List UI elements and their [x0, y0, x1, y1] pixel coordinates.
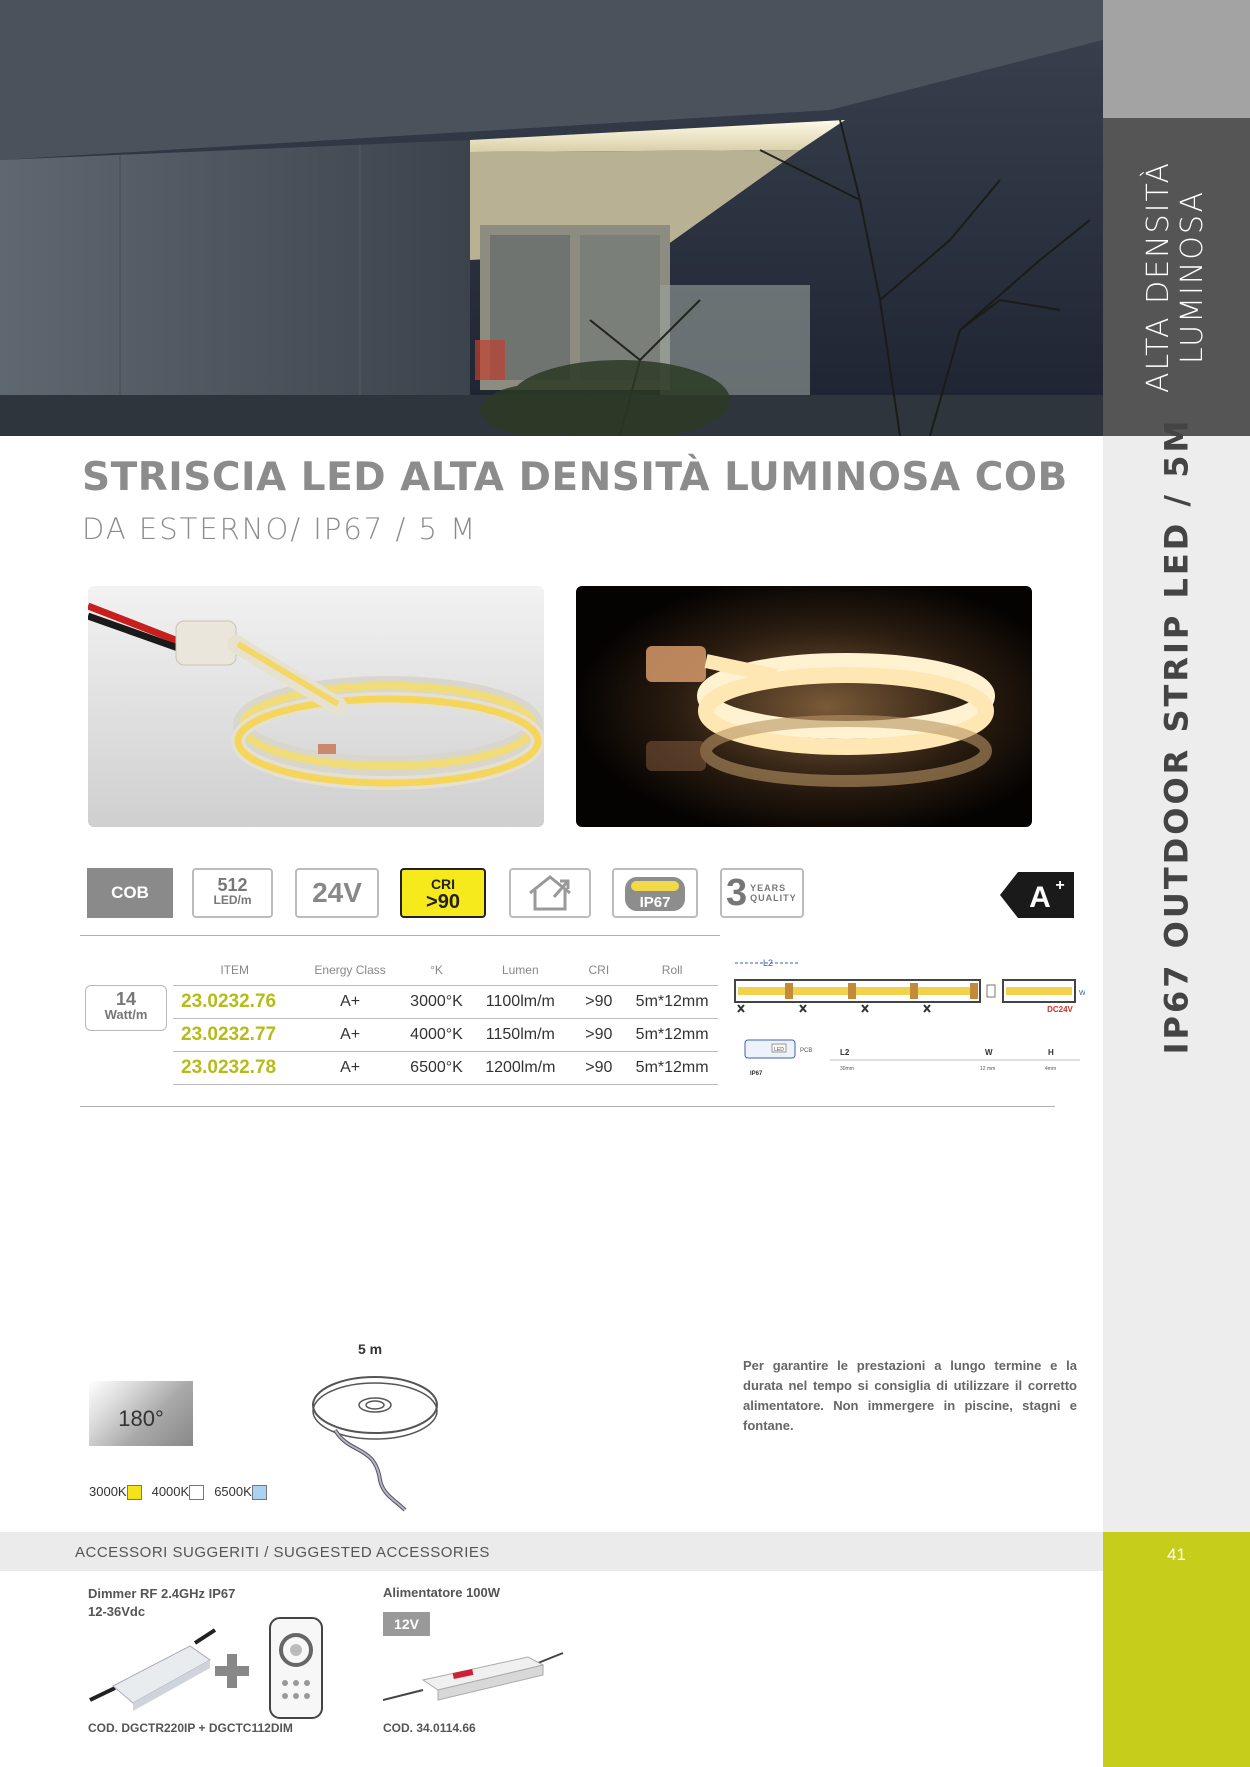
diagram-w-label: W: [1079, 990, 1085, 997]
badge-divider: [80, 935, 720, 936]
led-unit: LED/m: [213, 893, 252, 907]
kelvin: 6500°K: [404, 1052, 469, 1085]
accessory-psu-code: COD. 34.0114.66: [383, 1721, 476, 1735]
temp-4000: [152, 1484, 209, 1500]
temp-6500: [214, 1484, 271, 1500]
swatch-3000: [127, 1485, 142, 1500]
item-code: 23.0232.77: [173, 1019, 296, 1052]
accessory-psu-voltage-badge: 12V: [383, 1612, 430, 1636]
page-subtitle: DA ESTERNO/ IP67 / 5 M: [82, 512, 478, 546]
table-row: [173, 1019, 718, 1052]
cri-value: >90: [426, 891, 460, 913]
led-density-badge: [192, 868, 273, 918]
accessory-dimmer-line1: Dimmer RF 2.4GHz IP67: [88, 1586, 236, 1601]
accessory-dimmer-code: COD. DGCTR220IP + DGCTC112DIM: [88, 1721, 293, 1735]
sidebar-category-line1: ALTA DENSITÀ: [1141, 160, 1177, 394]
accessories-title: ACCESSORI SUGGERITI / SUGGESTED ACCESSORIES: [75, 1544, 490, 1561]
table-row: [173, 1052, 718, 1085]
item-code: 23.0232.78: [173, 1052, 296, 1085]
diagram-ip: IP67: [750, 1071, 763, 1077]
dims-header-h: H: [1048, 1048, 1054, 1057]
diagram-l2-label: L2: [762, 958, 774, 968]
color-temperatures: [89, 1484, 271, 1500]
accessory-psu-image: [383, 1645, 568, 1720]
cri: >90: [571, 1052, 626, 1085]
accessory-psu-name: Alimentatore 100W: [383, 1585, 501, 1600]
accessory-dimmer-line2: 12-36Vdc: [88, 1604, 146, 1619]
diagram-voltage: DC24V: [1047, 1005, 1073, 1014]
cob-badge: COB: [87, 868, 173, 918]
wattage-box: [85, 985, 167, 1031]
kelvin: 4000°K: [404, 1019, 469, 1052]
spec-divider: [80, 1106, 1055, 1107]
sidebar-category: [1103, 118, 1250, 436]
cri: >90: [571, 1019, 626, 1052]
kelvin: 3000°K: [404, 986, 469, 1019]
table-row: [173, 986, 718, 1019]
roll: 5m*12mm: [626, 1052, 718, 1085]
warranty-years: 3: [726, 872, 748, 914]
energy-class: A+: [296, 1052, 404, 1085]
sidebar-category-line2: LUMINOSA: [1175, 189, 1211, 365]
energy-class-badge: [1000, 872, 1074, 918]
wattage-unit: Watt/m: [104, 1007, 148, 1022]
outdoor-house-icon: [509, 868, 591, 918]
swatch-6500: [252, 1485, 267, 1500]
lumen: 1200lm/m: [469, 1052, 571, 1085]
col-cri: CRI: [588, 963, 610, 977]
cri-label: CRI: [430, 876, 456, 892]
cri-badge: [400, 868, 486, 918]
sidebar-product: [1103, 417, 1250, 1055]
sidebar-page-block: [1103, 1532, 1250, 1767]
wattage-value: 14: [115, 989, 137, 1009]
ip67-text: IP67: [639, 894, 671, 911]
energy-class-letter: A: [1029, 881, 1051, 914]
energy-class: A+: [296, 1019, 404, 1052]
roll: 5m*12mm: [626, 1019, 718, 1052]
warranty-line2: QUALITY: [750, 893, 797, 903]
spec-header-row: [173, 955, 718, 986]
voltage-badge: 24V: [295, 868, 379, 918]
hero-photo: [0, 0, 1103, 436]
accessory-dimmer-image: [85, 1608, 335, 1728]
dims-header-l2: L2: [840, 1048, 850, 1057]
energy-class-plus: +: [1055, 877, 1065, 894]
page-number: 41: [1167, 1545, 1186, 1564]
warranty-badge: [720, 868, 804, 918]
roll-length-label: 5 m: [358, 1341, 383, 1357]
cri: >90: [571, 986, 626, 1019]
dims-header-w: W: [985, 1048, 993, 1057]
spec-table: [173, 955, 718, 1085]
dims-value-w: 12 mm: [980, 1066, 996, 1072]
col-roll: Roll: [661, 963, 683, 977]
product-photo-on: [576, 586, 1032, 827]
lumen: 1150lm/m: [469, 1019, 571, 1052]
col-lumen: Lumen: [501, 963, 539, 977]
warranty-line1: YEARS: [750, 883, 787, 893]
col-energy: Energy Class: [314, 963, 386, 977]
usage-note: Per garantire le prestazioni a lungo termine e la durata nel tempo si consiglia di utilizzare il corretto alimentatore. Non immergere in piscine, stagni e fontane.: [743, 1358, 1077, 1433]
beam-angle-label: 180°: [118, 1406, 164, 1431]
swatch-4000: [189, 1485, 204, 1500]
dims-value-h: 4mm: [1045, 1066, 1057, 1072]
temp-6500-label: 6500K: [214, 1484, 252, 1499]
col-kelvin: °K: [430, 963, 443, 977]
lumen: 1100lm/m: [469, 986, 571, 1019]
page-title: STRISCIA LED ALTA DENSITÀ LUMINOSA COB: [82, 455, 1068, 500]
col-item: ITEM: [220, 963, 249, 977]
sidebar-top-block: [1103, 0, 1250, 118]
temp-4000-label: 4000K: [151, 1484, 190, 1499]
roll: 5m*12mm: [626, 986, 718, 1019]
temp-3000-label: 3000K: [89, 1484, 127, 1499]
led-count: 512: [217, 875, 248, 895]
dims-value-l2: 30mm: [840, 1066, 854, 1072]
product-photo-off: [88, 586, 544, 827]
sidebar-product-label: IP67 OUTDOOR STRIP LED / 5M: [1157, 417, 1196, 1055]
roll-icon: [305, 1345, 445, 1515]
diagram-led-text: LED: [774, 1047, 784, 1053]
temp-3000: [89, 1484, 146, 1500]
item-code: 23.0232.76: [173, 986, 296, 1019]
ip67-badge: [612, 868, 698, 918]
energy-class: A+: [296, 986, 404, 1019]
strip-diagram: [730, 955, 1085, 1095]
diagram-pcb: PCB: [800, 1048, 813, 1054]
